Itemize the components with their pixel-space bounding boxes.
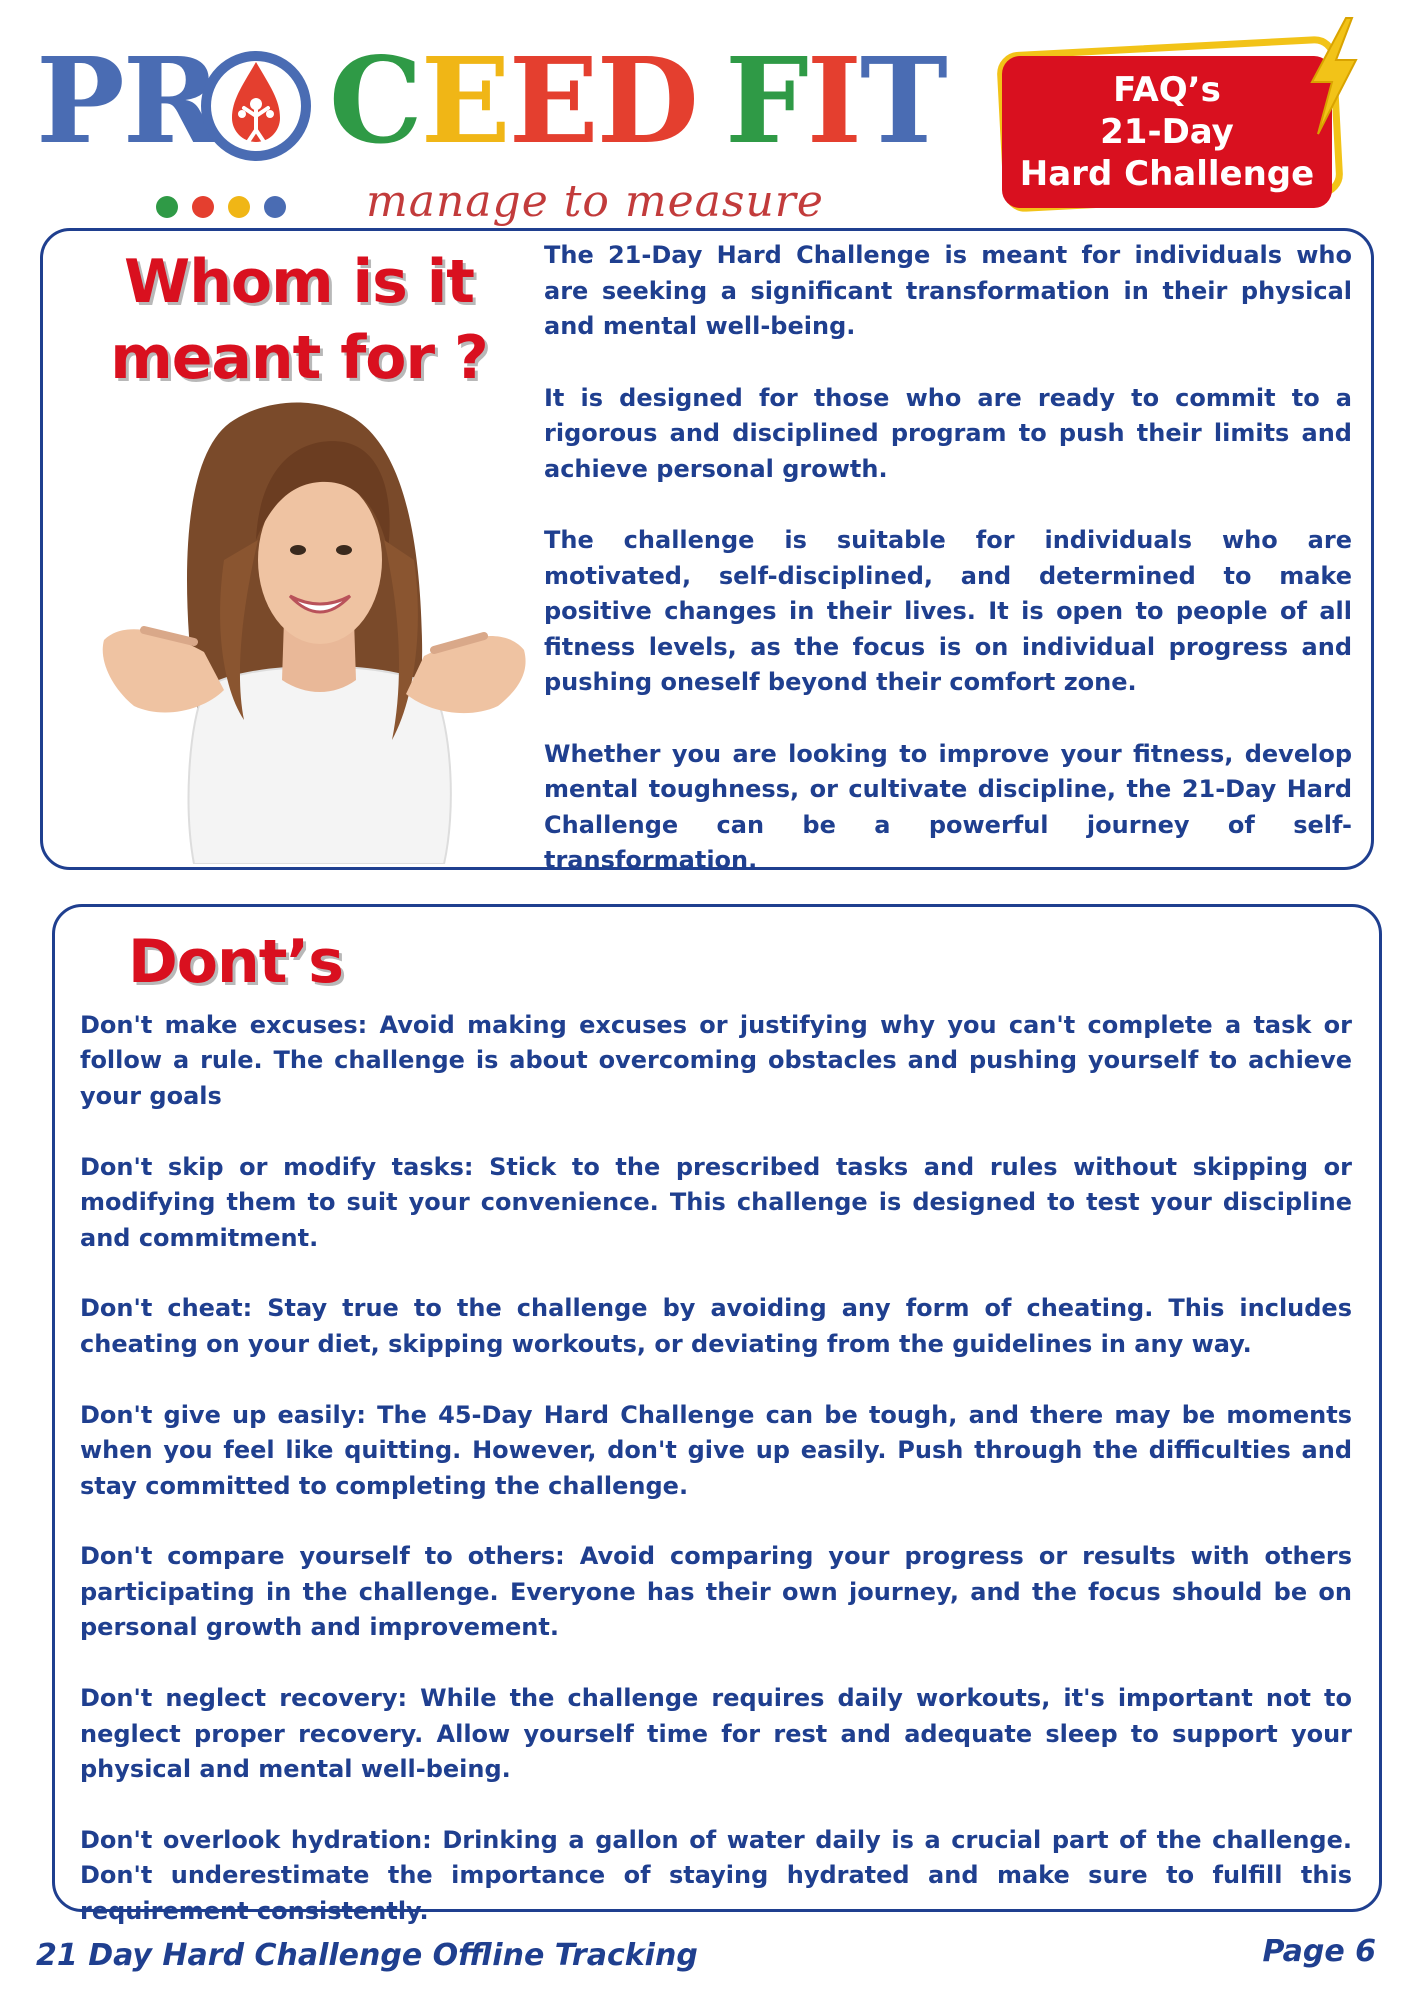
donts-paragraph: Don't neglect recovery: While the challenge requires daily workouts, it's important not to neglect proper recovery. Allow yourself time for rest and adequate sleep to support your physical and mental well-being. [80,1684,1352,1783]
donts-body-text [80,1008,1352,1965]
donts-heading: Dont’s [128,927,343,997]
page-number: Page 6 [1262,1934,1376,1969]
badge-panel [1002,56,1332,208]
logo-dot [156,196,178,218]
logo-dot [264,196,286,218]
logo-dot [192,196,214,218]
whom-heading-line-1: Whom is it [124,247,474,317]
logo-letter: E [420,31,509,170]
logo-letter: R [122,31,219,170]
whom-paragraph: The challenge is suitable for individuals who are motivated, self-disciplined, and determined to make positive changes in their lives. It is open to people of all fitness levels, as the focus is on individual progress and pushing oneself beyond their comfort zone. [544,526,1352,696]
donts-paragraph: Don't make excuses: Avoid making excuses or justifying why you can't complete a task or follow a rule. The challenge is about overcoming obstacles and pushing yourself to achieve your goals [80,1011,1352,1110]
faq-badge [990,16,1370,216]
logo-letter: D [596,31,697,170]
whom-paragraph: It is designed for those who are ready to commit to a rigorous and disciplined program to push their limits and achieve personal growth. [544,383,1352,483]
footer-title: 21 Day Hard Challenge Offline Tracking [36,1938,698,1973]
logo-dot [228,196,250,218]
brand-wordmark [36,31,946,170]
logo-dots [156,196,316,220]
lightning-bolt-icon [1302,16,1362,136]
logo-letter: E [508,31,597,170]
whom-heading [84,244,514,396]
whom-body-text [544,238,1352,915]
logo-letter: T [859,31,946,170]
donts-paragraph: Don't overlook hydration: Drinking a gallon of water daily is a crucial part of the challenge. Don't underestimate the importance of staying hydrated and make sure to fulfill this requirement consistently. [80,1825,1352,1925]
donts-paragraph: Don't skip or modify tasks: Stick to the prescribed tasks and rules without skipping or modifying them to suit your convenience. This challenge is designed to test your discipline and commitment. [80,1152,1352,1252]
donts-paragraph: Don't cheat: Stay true to the challenge by avoiding any form of cheating. This includes cheating on your diet, skipping workouts, or deviating from the guidelines in any way. [80,1294,1352,1358]
logo-letter: C [328,31,421,170]
whom-paragraph: Whether you are looking to improve your fitness, develop mental toughness, or cultivate discipline, the 21-Day Hard Challenge can be a powerful journey of self-transformation. [544,739,1352,874]
brand-tagline: manage to measure [366,176,824,227]
logo-emblem-icon [196,44,316,164]
logo-letter: P [36,31,123,170]
logo-letter: F [724,31,807,170]
logo-letter: I [806,31,860,170]
brand-logo [36,31,946,227]
donts-paragraph: Don't compare yourself to others: Avoid comparing your progress or results with others participating in the challenge. Everyone has their own journey, and the focus should be on personal growth and improvement. [80,1542,1352,1642]
badge-line-2: 21-Day [1100,112,1234,152]
donts-paragraph: Don't give up easily: The 45-Day Hard Challenge can be tough, and there may be moments when you feel like quitting. However, don't give up easily. Push through the difficulties and stay committed to completing the challenge. [80,1400,1352,1500]
whom-heading-line-2: meant for ? [110,323,488,393]
woman-pointing-illustration [84,390,544,864]
badge-line-1: FAQ’s [1113,70,1221,110]
whom-paragraph: The 21-Day Hard Challenge is meant for individuals who are seeking a significant transformation in their physical and mental well-being. [544,241,1352,340]
badge-line-3: Hard Challenge [1019,154,1315,194]
